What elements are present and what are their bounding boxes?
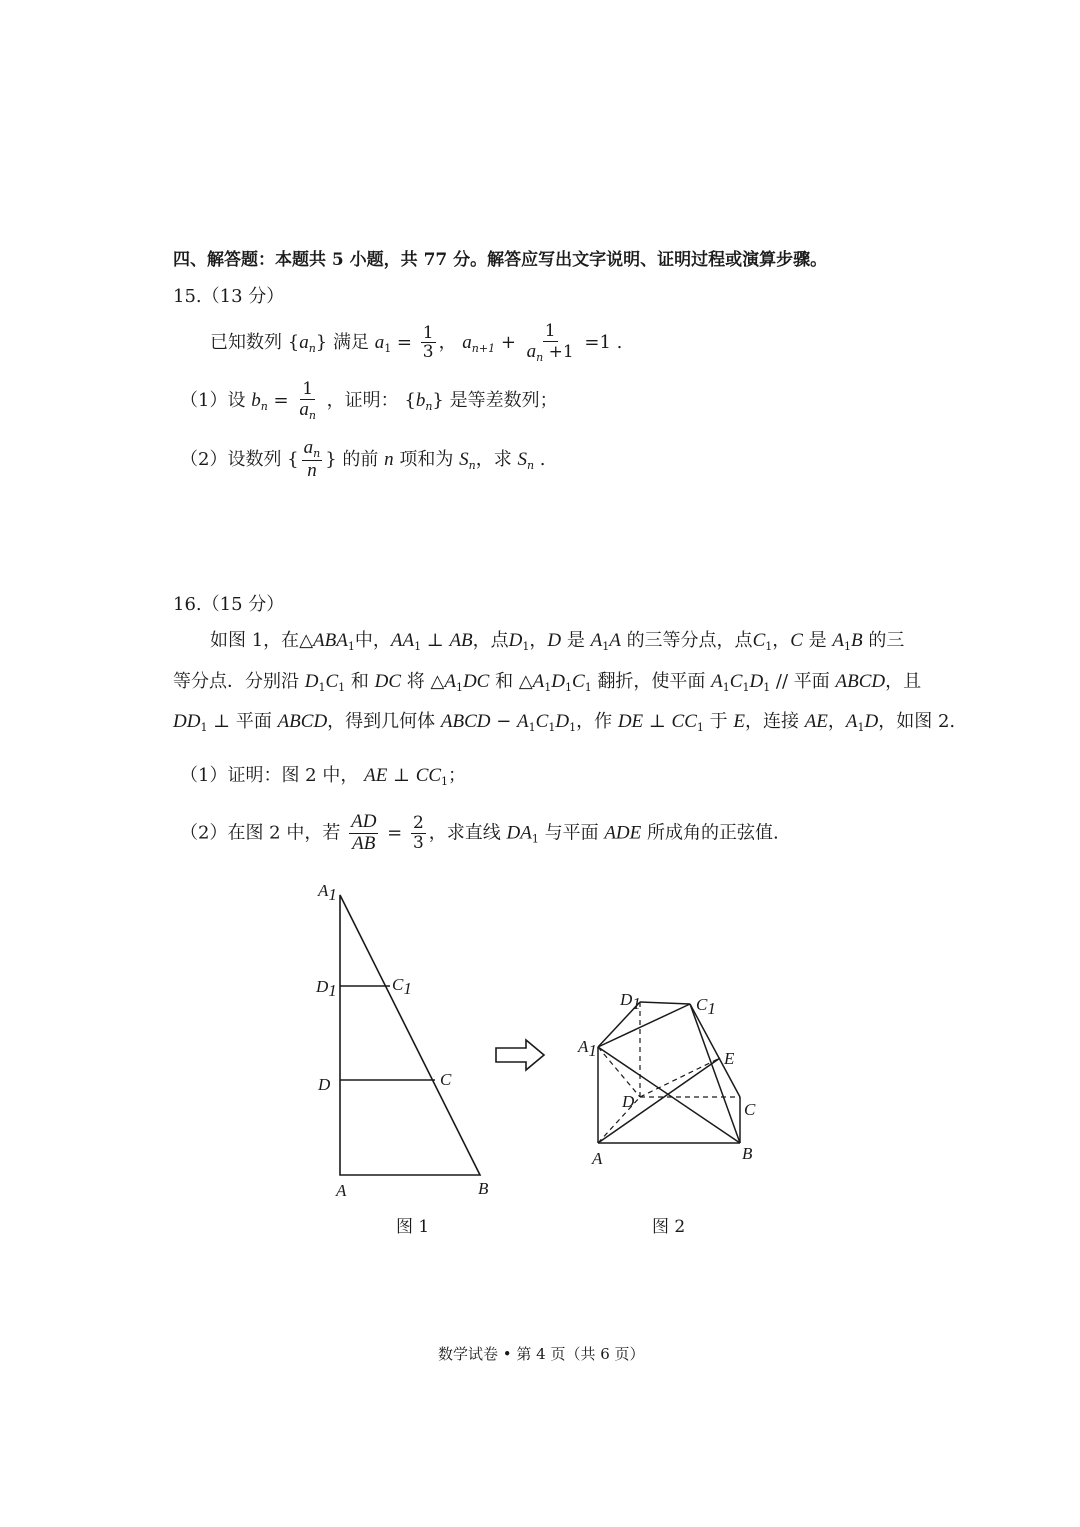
q16-part1-label: （1）证明：图 2 中， [180,765,359,786]
q16-text: 如图 1，在 [210,630,300,651]
fig1-caption: 图 1 [396,1217,430,1237]
fig2-label-d1: D1 [620,990,641,1013]
q15-part1-end: 是等差数列； [449,389,558,411]
q15-number: 15.（13 分） [173,286,285,307]
q16-text: 翻折，使平面 [597,671,706,692]
section-heading: 四、解答题：本题共 5 小题，共 77 分。解答应写出文字说明、证明过程或演算步骤。 [173,250,828,270]
fig1-label-a1: A1 [318,881,337,904]
fig2-edge-a1c1 [598,1004,690,1047]
q16-text: ，如图 2. [878,711,956,732]
fig2-edge-ae [598,1058,720,1143]
fig1-label-c1: C1 [392,975,412,998]
q15-part2-end: ，求 [475,448,512,470]
q16-text: 与平面 [544,822,599,844]
q15-part2-mid: 的前 [342,448,379,470]
fig1-label-c: C [440,1070,452,1089]
q16-text: 平面 [235,711,272,732]
q15-intro-prefix: 已知数列 [210,331,282,353]
q15-part2: （2）设数列 { $\frac{a_n}{n}$ } 的前 n 项和为 $S_n$，求 $S_n$ . [180,437,546,482]
fig2-edge-de [640,1058,720,1097]
q16-part2-label: （2）在图 2 中，若 [180,822,341,844]
fig1-label-a: A [336,1181,347,1200]
q15-part2-mid2: 项和为 [399,448,454,470]
q16-text: ，求直线 [428,822,501,844]
q16-text: 是 [566,630,585,651]
q16-text: 和 [350,671,369,692]
q16-number: 16.（15 分） [173,594,285,615]
fig2-label-a: A [592,1149,603,1168]
q15-part1-mid: ，证明： [326,389,399,411]
q16-text: 于 [709,711,728,732]
fig1-label-b: B [478,1179,489,1198]
q16-text: 是 [808,630,827,651]
q16-text: 和 [495,671,514,692]
q16-text: ，且 [885,671,922,692]
q16-text: ，连接 [744,711,799,732]
q15-part1-label: （1）设 [180,389,246,411]
q16-part2: （2）在图 2 中，若 $\frac{AD}{AB}$ = $\frac{2}{3}$ ，求直线 $DA_1$ 与平面 ADE 所成角的正弦值. [180,811,779,854]
transform-arrow-icon [494,1038,548,1072]
q16-text: ，点 [472,630,509,651]
q15-intro: 已知数列 $\{a_n\}$ 满足 $a_1$ = $\frac{1}{3}$ ， $a_{n+1}$ + $\frac{1}{a_n +1}$ =1 . [210,321,623,364]
q16-text: 的三等分点，点 [626,630,753,651]
q16-text: ，作 [576,711,613,732]
fig2-label-c: C [744,1100,756,1119]
q16-text: 所成角的正弦值. [646,822,779,844]
q16-text: ，得到几何体 [327,711,436,732]
page-footer: 数学试卷 • 第 4 页（共 6 页） [438,1345,645,1363]
q16-text: 的三 [868,630,905,651]
fig2-caption: 图 2 [652,1217,686,1237]
fig1-label-d1: D1 [316,977,337,1000]
q16-line2: 等分点．分别沿 $D_1C_1$ 和 DC 将 $\triangle A_1DC$ 和 $\triangle A_1D_1C_1$ 翻折，使平面 $A_1C_1D_1$ // 平面 ABCD，且 [173,671,922,694]
fig2-edge-d1c1 [640,1002,690,1004]
fig2-label-b: B [742,1144,753,1163]
fig1-label-d: D [318,1075,331,1094]
figure-1 [300,870,520,1210]
q15-part2-label: （2）设数列 [180,448,282,470]
q16-text: 中， [354,630,391,651]
fig2-label-c1: C1 [696,995,716,1018]
fig2-label-d: D [622,1092,635,1111]
q16-part1: （1）证明：图 2 中， AE ⊥ $CC_1$； [180,765,467,788]
fig2-label-a1: A1 [578,1037,597,1060]
q16-text: 平面 [793,671,830,692]
q16-line1: 如图 1，在$\triangle ABA_1$中，$AA_1$ ⊥ AB，点$D_1$，D 是 $A_1A$ 的三等分点，点$C_1$，C 是 $A_1B$ 的三 [210,630,905,653]
q15-intro-mid: 满足 [332,331,369,353]
figure-2 [570,980,790,1175]
q15-part1: （1）设 $b_n$ = $\frac{1}{a_n}$ ，证明： $\{b_n\}$ 是等差数列； [180,379,558,422]
q16-line3: $DD_1$ ⊥ 平面 ABCD，得到几何体 ABCD − $A_1C_1D_1$，作 DE ⊥ $CC_1$ 于 E，连接 AE，$A_1D$，如图 2. [173,711,956,734]
fig2-label-e: E [724,1049,735,1068]
q16-text: 将 [406,671,425,692]
q16-text: 等分点．分别沿 [173,671,299,692]
fig1-triangle [340,895,480,1175]
